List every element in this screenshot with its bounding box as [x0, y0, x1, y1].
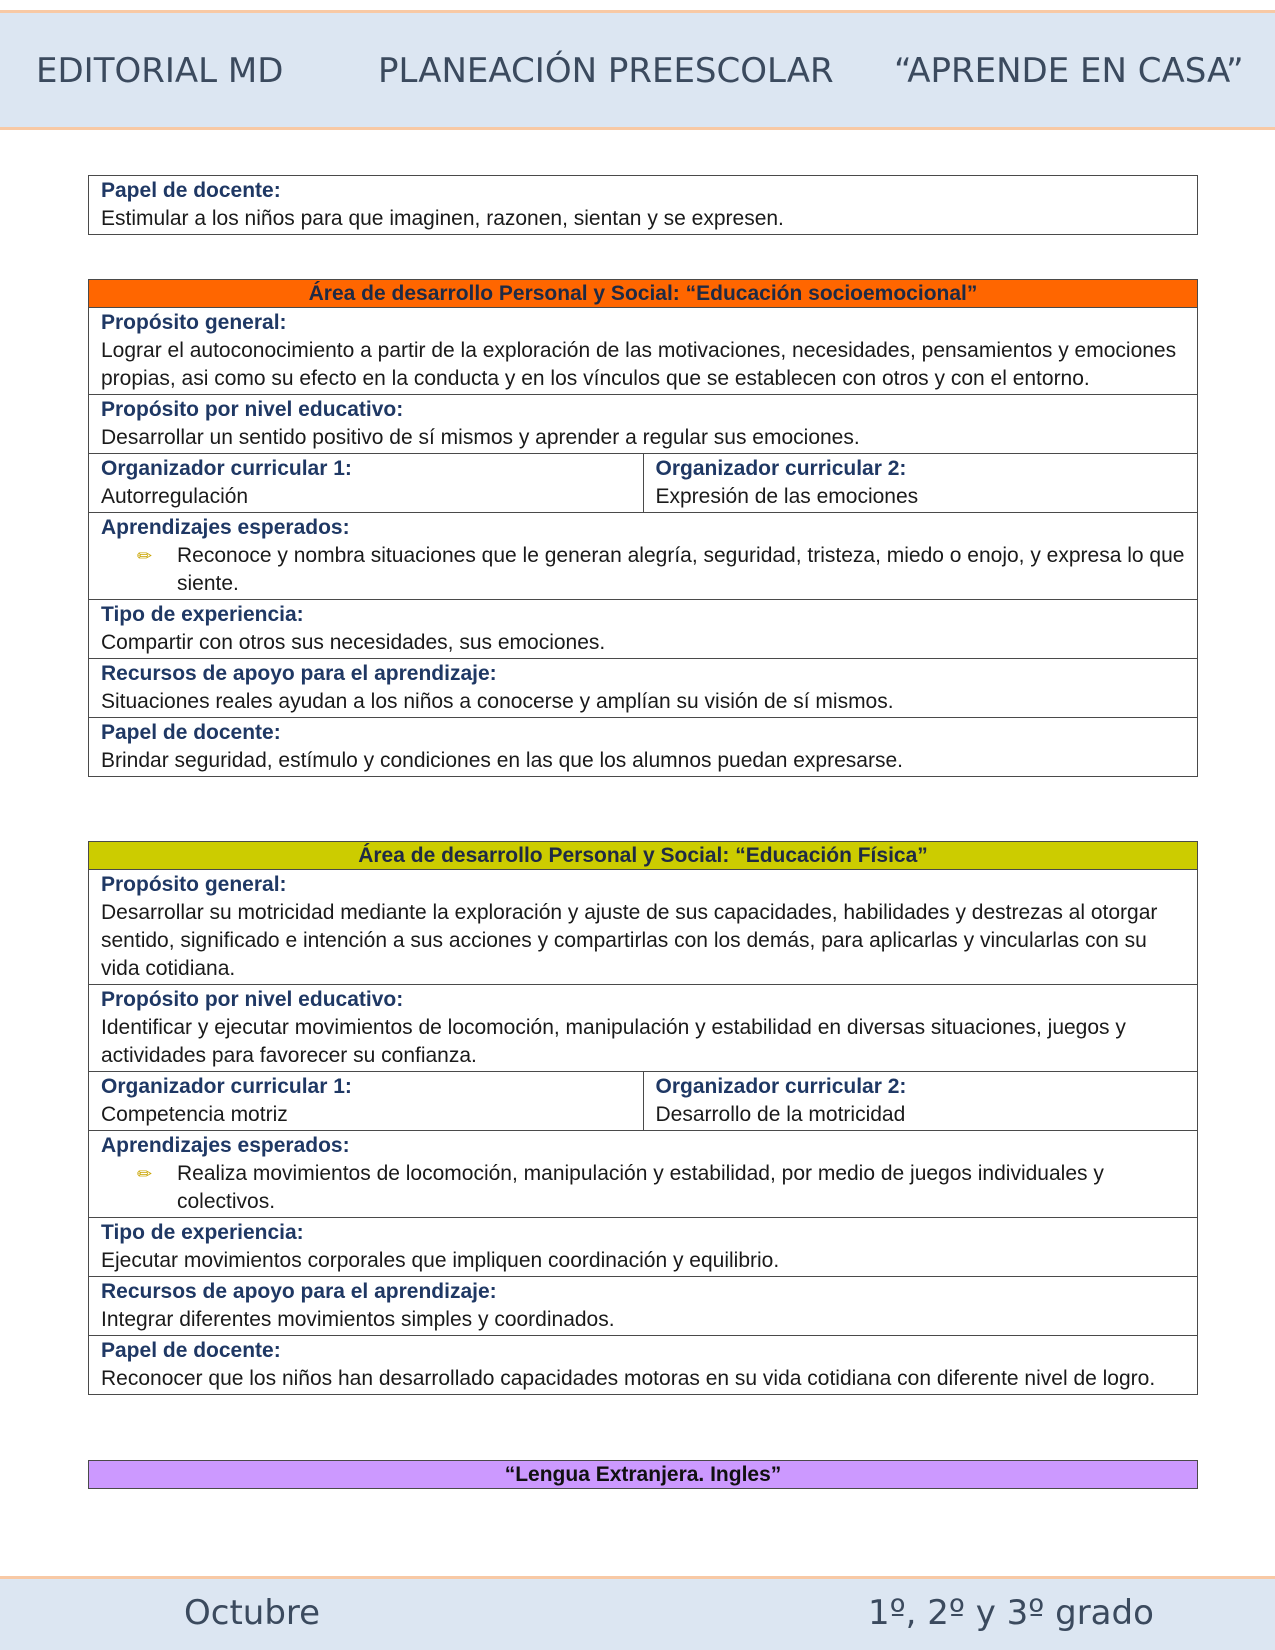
header-title: PLANEACIÓN PREESCOLAR — [378, 51, 834, 91]
papel-docente-text: Reconocer que los niños han desarrollado capacidades motoras en su vida cotidiana con diferente nivel de logro. — [101, 1367, 1156, 1390]
proposito-nivel-label: Propósito por nivel educativo: — [101, 398, 404, 421]
tipo-experiencia-text: Compartir con otros sus necesidades, sus emociones. — [101, 631, 606, 654]
aprendizaje-text: Reconoce y nombra situaciones que le generan alegría, seguridad, tristeza, miedo o enojo, y expresa lo que siente. — [177, 544, 1185, 595]
papel-docente-label: Papel de docente: — [101, 1339, 281, 1362]
ingles-table — [88, 1460, 1198, 1489]
docente-table-previous — [88, 175, 1198, 235]
footer-grades: 1º, 2º y 3º grado — [868, 1593, 1154, 1633]
recursos-label: Recursos de apoyo para el aprendizaje: — [101, 662, 497, 685]
organizador-1-text: Autorregulación — [101, 485, 249, 508]
recursos-cell — [89, 1277, 1198, 1336]
recursos-cell — [89, 659, 1198, 718]
tipo-experiencia-cell — [89, 600, 1198, 659]
papel-docente-text: Brindar seguridad, estímulo y condiciones en las que los alumnos puedan expresarse. — [101, 749, 903, 772]
recursos-text: Situaciones reales ayudan a los niños a conocerse y amplían su visión de sí mismos. — [101, 690, 894, 713]
aprendizajes-label: Aprendizajes esperados: — [101, 516, 350, 539]
tipo-experiencia-text: Ejecutar movimientos corporales que impliquen coordinación y equilibrio. — [101, 1249, 780, 1272]
recursos-text: Integrar diferentes movimientos simples y coordinados. — [101, 1308, 615, 1331]
organizador-1-text: Competencia motriz — [101, 1103, 288, 1126]
papel-docente-cell — [89, 176, 1198, 235]
tipo-experiencia-cell — [89, 1218, 1198, 1277]
proposito-nivel-text: Desarrollar un sentido positivo de sí mismos y aprender a regular sus emociones. — [101, 426, 860, 449]
organizador-1-label: Organizador curricular 1: — [101, 457, 352, 480]
proposito-nivel-label: Propósito por nivel educativo: — [101, 988, 404, 1011]
organizador-2-label: Organizador curricular 2: — [655, 457, 907, 480]
aprendizaje-item — [101, 542, 1185, 598]
page-header — [0, 10, 1275, 130]
socioemocional-table — [88, 279, 1198, 777]
organizador-2-cell — [643, 1072, 1198, 1131]
organizador-1-label: Organizador curricular 1: — [101, 1075, 352, 1098]
fisica-table — [88, 841, 1198, 1395]
page-footer — [0, 1576, 1275, 1650]
organizador-1-cell — [89, 454, 644, 513]
proposito-nivel-cell — [89, 985, 1198, 1072]
tipo-experiencia-label: Tipo de experiencia: — [101, 1221, 304, 1244]
organizador-1-cell — [89, 1072, 644, 1131]
recursos-label: Recursos de apoyo para el aprendizaje: — [101, 1280, 497, 1303]
tipo-experiencia-label: Tipo de experiencia: — [101, 603, 304, 626]
footer-month: Octubre — [184, 1593, 321, 1633]
socioemocional-title: Área de desarrollo Personal y Social: “Educación socioemocional” — [89, 280, 1198, 308]
aprendizajes-cell — [89, 513, 1198, 600]
proposito-nivel-text: Identificar y ejecutar movimientos de locomoción, manipulación y estabilidad en diversas situaciones, juegos y actividades para favorecer su confianza. — [101, 1016, 1126, 1067]
proposito-general-text: Desarrollar su motricidad mediante la exploración y ajuste de sus capacidades, habilidades y destrezas al otorgar sentido, significado e intención a sus acciones y compartirlas con los demás, para aplicarlas y vincularlas con su vida cotidiana. — [101, 901, 1158, 980]
pencil-icon: ✏ — [137, 1164, 153, 1184]
aprendizaje-item — [101, 1160, 1185, 1216]
papel-docente-label: Papel de docente: — [101, 179, 281, 202]
papel-docente-text: Estimular a los niños para que imaginen, razonen, sientan y se expresen. — [101, 207, 784, 230]
pencil-icon: ✏ — [137, 546, 153, 566]
proposito-nivel-cell — [89, 395, 1198, 454]
organizador-2-text: Expresión de las emociones — [655, 485, 919, 508]
organizador-2-cell — [643, 454, 1198, 513]
organizador-2-text: Desarrollo de la motricidad — [655, 1103, 906, 1126]
proposito-general-cell — [89, 870, 1198, 985]
fisica-title: Área de desarrollo Personal y Social: “Educación Física” — [89, 842, 1198, 870]
papel-docente-cell — [89, 1336, 1198, 1395]
organizador-2-label: Organizador curricular 2: — [655, 1075, 907, 1098]
papel-docente-label: Papel de docente: — [101, 721, 281, 744]
aprendizaje-text: Realiza movimientos de locomoción, manipulación y estabilidad, por medio de juegos individuales y colectivos. — [177, 1162, 1104, 1213]
header-slogan: “APRENDE EN CASA” — [894, 51, 1244, 91]
proposito-general-cell — [89, 308, 1198, 395]
proposito-general-label: Propósito general: — [101, 873, 287, 896]
header-publisher: EDITORIAL MD — [36, 51, 284, 91]
ingles-title: “Lengua Extranjera. Ingles” — [89, 1461, 1198, 1489]
papel-docente-cell — [89, 718, 1198, 777]
aprendizajes-cell — [89, 1131, 1198, 1218]
proposito-general-label: Propósito general: — [101, 311, 287, 334]
aprendizajes-label: Aprendizajes esperados: — [101, 1134, 350, 1157]
proposito-general-text: Lograr el autoconocimiento a partir de la exploración de las motivaciones, necesidades, pensamientos y emociones propias, asi como su efecto en la conducta y en los vínculos que se establecen con otros y con el entorno. — [101, 339, 1177, 390]
